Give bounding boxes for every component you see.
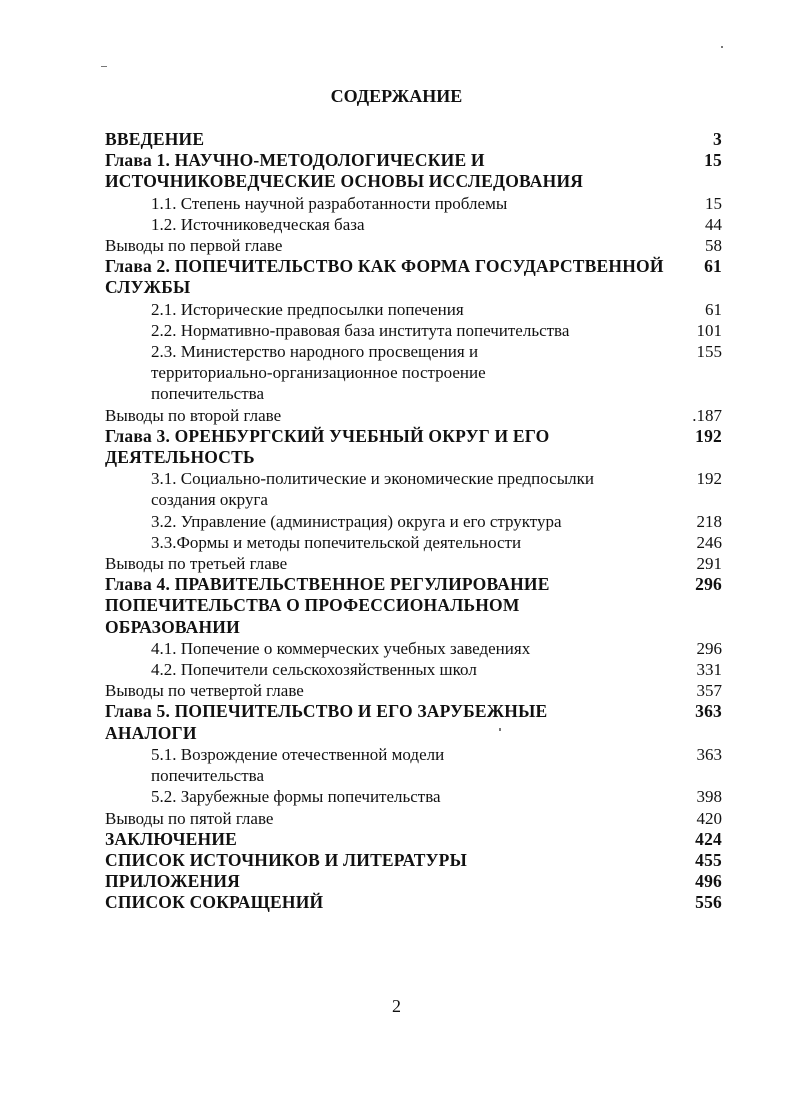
toc-entry[interactable] — [105, 235, 722, 256]
toc-entry[interactable] — [105, 150, 722, 192]
toc-entry-title: Глава 4. ПРАВИТЕЛЬСТВЕННОЕ РЕГУЛИРОВАНИЕ ПОПЕЧИТЕЛЬСТВА О ПРОФЕССИОНАЛЬНОМ ОБРАЗОВАНИИ — [105, 574, 550, 637]
toc-entry[interactable] — [105, 659, 722, 680]
toc-entry[interactable] — [105, 786, 722, 807]
toc-entry[interactable] — [105, 426, 722, 468]
toc-entry-page: 44 — [705, 214, 722, 234]
toc-entry-title: СПИСОК СОКРАЩЕНИЙ — [105, 892, 324, 913]
toc-entry-page: 398 — [696, 787, 722, 807]
toc-entry-title: 1.2. Источниковедческая база — [151, 214, 365, 234]
toc-entry-page: 556 — [695, 892, 722, 913]
toc-entry-title: ЗАКЛЮЧЕНИЕ — [105, 828, 238, 849]
toc-entry-title: 4.1. Попечение о коммерческих учебных заведениях — [151, 638, 531, 658]
toc-entry-page: 291 — [696, 554, 722, 574]
toc-entry[interactable] — [105, 680, 722, 701]
toc-entry[interactable] — [105, 892, 722, 913]
toc-entry-page: 58 — [705, 236, 722, 256]
toc-entry[interactable] — [105, 553, 722, 574]
toc-entry-page: 420 — [696, 808, 722, 828]
toc-entry-page: 15 — [704, 150, 722, 171]
toc-entry-title: Глава 3. ОРЕНБУРГСКИЙ УЧЕБНЫЙ ОКРУГ И ЕГО ДЕЯТЕЛЬНОСТЬ — [105, 425, 550, 468]
toc-entry-page: 3 — [713, 129, 722, 149]
toc-entry-title: Выводы по третьей главе — [105, 554, 288, 574]
toc-entry-title: Глава 2. ПОПЕЧИТЕЛЬСТВО КАК ФОРМА ГОСУДАРСТВЕННОЙ СЛУЖБЫ — [105, 256, 664, 298]
toc-entry[interactable] — [105, 214, 722, 235]
scan-speck — [721, 46, 723, 48]
toc-entry[interactable] — [105, 193, 722, 214]
toc-entry-title: Выводы по второй главе — [105, 405, 282, 425]
toc-entry-page: 61 — [705, 299, 722, 319]
toc-entry-page: 192 — [695, 425, 722, 446]
toc-entry[interactable] — [105, 405, 722, 426]
toc-entry-title: 2.3. Министерство народного просвещения и территориально-организационное построение попечительства — [151, 342, 486, 404]
toc-entry-page: 424 — [695, 828, 722, 849]
toc-entry-title: Глава 1. НАУЧНО-МЕТОДОЛОГИЧЕСКИЕ И ИСТОЧНИКОВЕДЧЕСКИЕ ОСНОВЫ ИССЛЕДОВАНИЯ — [105, 150, 584, 192]
toc-entry-page: 357 — [696, 681, 722, 701]
toc-entry-page: 363 — [696, 744, 722, 764]
toc-entry-title: 1.1. Степень научной разработанности проблемы — [151, 193, 508, 213]
toc-entry[interactable] — [105, 532, 722, 553]
toc-entry-page: 331 — [696, 660, 722, 680]
toc-entry-title: СПИСОК ИСТОЧНИКОВ И ЛИТЕРАТУРЫ — [105, 849, 467, 870]
toc-entry-title: 5.2. Зарубежные формы попечительства — [151, 787, 441, 807]
toc-entry-title: 2.2. Нормативно-правовая база института попечительства — [151, 320, 570, 340]
toc-entry[interactable] — [105, 744, 722, 786]
toc-entry-page: 246 — [696, 532, 722, 552]
toc-entry-page: 218 — [696, 511, 722, 531]
toc-entry[interactable] — [105, 871, 722, 892]
scan-speck — [101, 66, 107, 67]
toc-entry[interactable] — [105, 808, 722, 829]
toc-entry-title: 5.1. Возрождение отечественной модели попечительства — [151, 744, 445, 786]
toc-entry-title: 3.1. Социально-политические и экономические предпосылки создания округа — [151, 469, 594, 510]
page-number: 2 — [392, 996, 401, 1016]
toc-entry-page: 192 — [696, 469, 722, 489]
toc-entry[interactable] — [105, 299, 722, 320]
toc-entry-page: 455 — [695, 849, 722, 870]
toc-entry-page: 155 — [696, 342, 722, 362]
toc-entry-page: 363 — [695, 701, 722, 722]
toc-entry[interactable] — [105, 829, 722, 850]
toc-entry-title: Глава 5. ПОПЕЧИТЕЛЬСТВО И ЕГО ЗАРУБЕЖНЫЕ АНАЛОГИ — [105, 701, 548, 743]
toc-entry-page: 496 — [695, 871, 722, 892]
toc-entry[interactable] — [105, 129, 722, 150]
toc-entry-title: Выводы по четвертой главе — [105, 681, 304, 701]
toc-entry[interactable] — [105, 256, 722, 298]
toc-entry[interactable] — [105, 320, 722, 341]
toc-entry-title: 2.1. Исторические предпосылки попечения — [151, 299, 464, 319]
toc-entry-title: ВВЕДЕНИЕ — [105, 129, 205, 149]
toc-entry[interactable] — [105, 701, 722, 743]
table-of-contents — [105, 129, 722, 914]
toc-entry[interactable] — [105, 850, 722, 871]
toc-entry[interactable] — [105, 341, 722, 405]
page-title: СОДЕРЖАНИЕ — [330, 86, 463, 106]
toc-entry[interactable] — [105, 468, 722, 510]
toc-entry-page: 15 — [705, 193, 722, 213]
toc-entry[interactable] — [105, 574, 722, 638]
toc-entry-page: 61 — [704, 256, 722, 277]
toc-entry-title: Выводы по первой главе — [105, 236, 283, 256]
toc-entry[interactable] — [105, 511, 722, 532]
toc-entry-title: 4.2. Попечители сельскохозяйственных школ — [151, 660, 477, 680]
toc-entry-title: ПРИЛОЖЕНИЯ — [105, 871, 240, 892]
toc-entry-page: 296 — [695, 574, 722, 595]
toc-entry-page: 296 — [696, 638, 722, 658]
toc-entry-title: Выводы по пятой главе — [105, 808, 274, 828]
toc-entry-title: 3.3.Формы и методы попечительской деятельности — [151, 532, 522, 552]
toc-entry-page: 101 — [696, 320, 722, 340]
toc-entry[interactable] — [105, 638, 722, 659]
toc-entry-title: 3.2. Управление (администрация) округа и его структура — [151, 511, 562, 531]
toc-entry-page: .187 — [692, 405, 722, 425]
